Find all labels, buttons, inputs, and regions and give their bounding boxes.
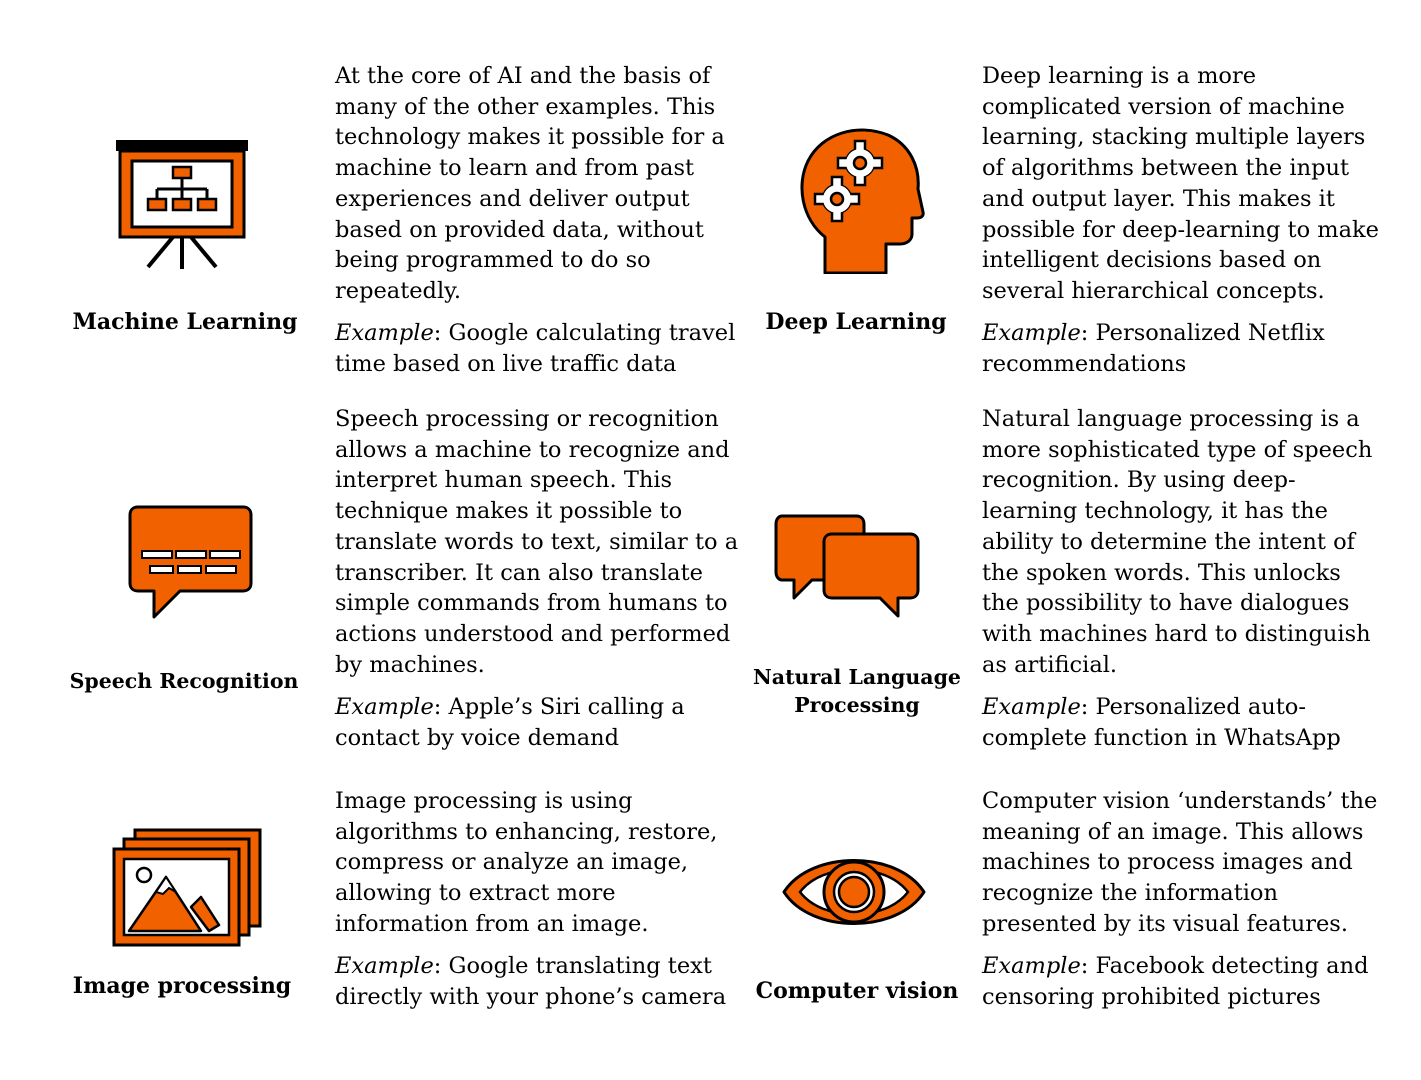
presentation-board-icon [113, 137, 251, 272]
desc-line: transcriber. It can also translate [335, 559, 703, 586]
example-separator: : [433, 953, 449, 979]
desc-line: repeatedly. [335, 277, 462, 304]
example-separator: : [1080, 694, 1096, 720]
title-line: Natural Language [753, 665, 961, 689]
item-title-machine-learning: Machine Learning [72, 309, 298, 335]
desc-line: algorithms to enhancing, restore, [335, 818, 718, 845]
desc-line: the spoken words. This unlocks [982, 559, 1341, 586]
example-separator: : [1080, 953, 1096, 979]
desc-line: Speech processing or recognition [335, 406, 719, 432]
desc-line: presented by its visual features. [982, 910, 1349, 937]
desc-line: technique makes it possible to [335, 498, 683, 525]
eye-icon [781, 846, 927, 938]
desc-line: Natural language processing is a [982, 406, 1360, 432]
example-label: Example [982, 320, 1081, 346]
desc-line: being programmed to do so [335, 247, 651, 274]
title-line: Processing [794, 693, 920, 717]
desc-line: ability to determine the intent of [982, 528, 1355, 555]
desc-line: interpret human speech. This [335, 467, 673, 494]
desc-line: complicated version of machine [982, 93, 1345, 120]
desc-line: based on provided data, without [335, 216, 704, 243]
item-description-deep-learning [982, 61, 1379, 307]
example-text: complete function in WhatsApp [982, 724, 1341, 751]
chat-bubbles-icon [774, 514, 920, 618]
desc-line: recognize the information [982, 880, 1278, 907]
desc-line: by machines. [335, 651, 485, 678]
example-label: Example [335, 694, 434, 720]
desc-line: Computer vision ‘understands’ the [982, 788, 1378, 814]
example-separator: : [1080, 320, 1096, 346]
example-text: Personalized Netflix [1095, 320, 1325, 346]
desc-line: learning technology, it has the [982, 498, 1328, 525]
example-text: censoring prohibited pictures [982, 983, 1321, 1010]
example-text: directly with your phone’s camera [335, 983, 727, 1010]
item-title-deep-learning: Deep Learning [765, 309, 947, 335]
desc-line: Deep learning is a more [982, 63, 1257, 89]
example-text: Facebook detecting and [1095, 953, 1369, 979]
item-description-image-processing [335, 786, 717, 940]
desc-line: with machines hard to distinguish [982, 620, 1371, 647]
example-text: Apple’s Siri calling a [448, 694, 685, 720]
desc-line: the possibility to have dialogues [982, 590, 1350, 617]
example-label: Example [982, 694, 1081, 720]
desc-line: machine to learn and from past [335, 155, 695, 182]
example-text: recommendations [982, 350, 1187, 377]
head-gears-icon [800, 127, 925, 274]
item-description-computer-vision [982, 786, 1377, 940]
item-example-image-processing [335, 951, 726, 1012]
desc-line: many of the other examples. This [335, 93, 716, 120]
desc-line: experiences and deliver output [335, 185, 690, 212]
desc-line: and output layer. This makes it [982, 185, 1335, 212]
speech-bubble-icon [128, 505, 253, 620]
example-label: Example [982, 953, 1081, 979]
desc-line: compress or analyze an image, [335, 849, 689, 876]
example-text: Google translating text [448, 953, 712, 979]
image-gallery-icon [111, 827, 263, 949]
desc-line: more sophisticated type of speech [982, 436, 1373, 463]
desc-line: technology makes it possible for a [335, 124, 725, 151]
desc-line: actions understood and performed [335, 620, 731, 647]
desc-line: of algorithms between the input [982, 155, 1350, 182]
desc-line: intelligent decisions based on [982, 247, 1322, 274]
example-separator: : [433, 320, 449, 346]
example-label: Example [335, 320, 434, 346]
example-label: Example [335, 953, 434, 979]
desc-line: Image processing is using [335, 788, 633, 814]
item-title-natural-language-processing [742, 663, 972, 719]
item-example-computer-vision [982, 951, 1368, 1012]
example-text: Personalized auto- [1095, 694, 1306, 720]
example-text: Google calculating travel [448, 320, 736, 346]
item-description-natural-language-processing [982, 404, 1372, 680]
item-title-image-processing: Image processing [72, 973, 292, 999]
example-separator: : [433, 694, 449, 720]
desc-line: allows a machine to recognize and [335, 436, 730, 463]
item-description-machine-learning [335, 61, 725, 307]
item-example-machine-learning [335, 318, 735, 379]
example-text: contact by voice demand [335, 724, 620, 751]
item-example-natural-language-processing [982, 692, 1341, 753]
desc-line: learning, stacking multiple layers [982, 124, 1366, 151]
desc-line: meaning of an image. This allows [982, 818, 1364, 845]
item-title-speech-recognition: Speech Recognition [69, 669, 299, 693]
item-example-deep-learning [982, 318, 1325, 379]
desc-line: recognition. By using deep- [982, 467, 1296, 494]
item-title-computer-vision: Computer vision [755, 978, 959, 1004]
desc-line: allowing to extract more [335, 880, 616, 907]
item-description-speech-recognition [335, 404, 738, 680]
desc-line: machines to process images and [982, 849, 1353, 876]
desc-line: At the core of AI and the basis of [335, 63, 711, 89]
desc-line: several hierarchical concepts. [982, 277, 1325, 304]
desc-line: information from an image. [335, 910, 649, 937]
item-example-speech-recognition [335, 692, 685, 753]
desc-line: translate words to text, similar to a [335, 528, 739, 555]
desc-line: simple commands from humans to [335, 590, 728, 617]
desc-line: possible for deep-learning to make [982, 216, 1379, 243]
desc-line: as artificial. [982, 651, 1118, 678]
example-text: time based on live traffic data [335, 350, 677, 377]
